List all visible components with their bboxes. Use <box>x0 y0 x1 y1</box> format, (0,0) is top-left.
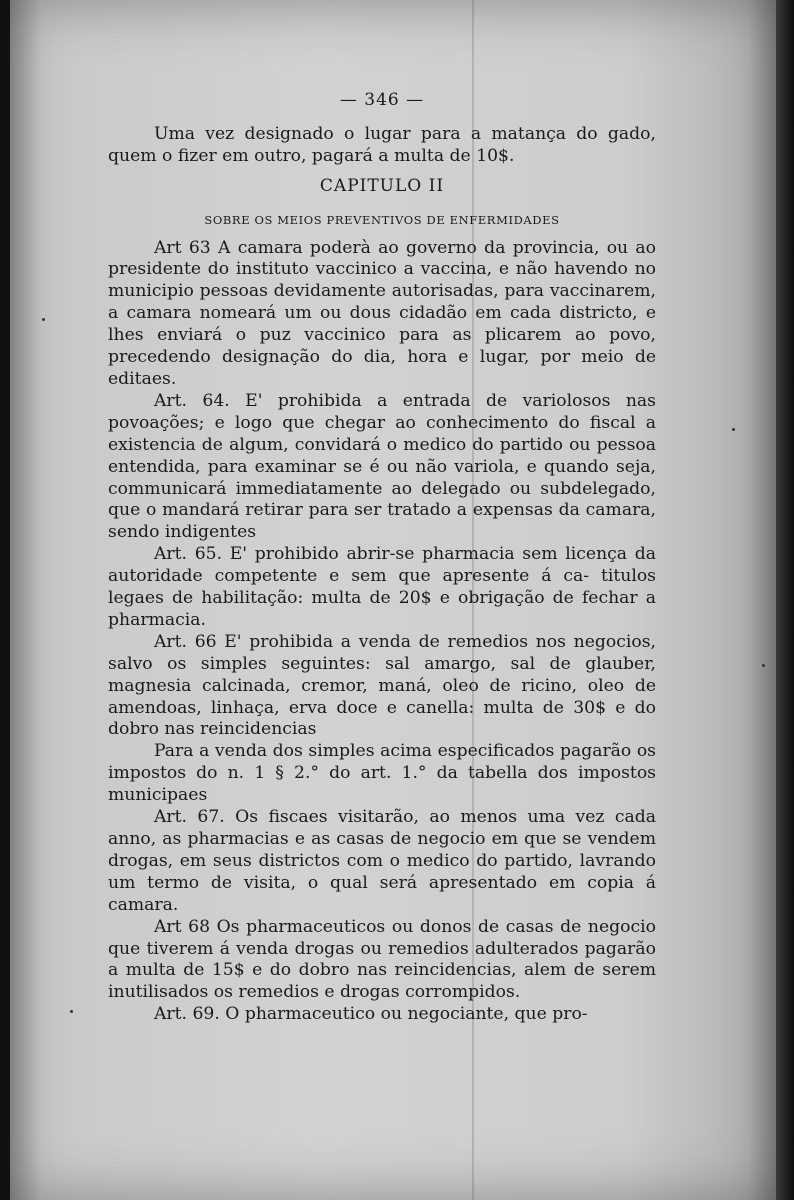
book-edge <box>776 0 794 1200</box>
article-65: Art. 65. E' prohibido abrir-se pharmacia sem licença da autoridade competente e sem que apresente á ca- titulos legaes de habilitação: multa de 20$ e obrigação de fechar a pharmacia. <box>108 544 656 630</box>
article-68: Art 68 Os pharmaceuticos ou donos de casas de negocio que tiverem á venda drogas ou remedios adulterados pagarão a multa de 15$ e do dobro nas reincidencias, alem de serem inutilisados os remedios e drogas corrompidos. <box>108 916 656 1003</box>
speck <box>732 428 735 431</box>
article-67: Art. 67. Os fiscaes visitarão, ao menos uma vez cada anno, as pharmacias e as casas de negocio em que se vendem drogas, em seus districtos com o medico do partido, lavrando um termo de visita, o qual será apresentado em copia á camara. <box>108 807 656 915</box>
page-number: — 346 — <box>339 90 425 110</box>
paper-sheet <box>10 0 778 1200</box>
opening-paragraph: Uma vez designado o lugar para a matança do gado, quem o fizer em outro, pagará a multa de 10$. <box>108 123 656 166</box>
article-66-paragraph: Para a venda dos simples acima especificados pagarão os impostos do n. 1 § 2.° do art. 1.° da tabella dos impostos municipaes <box>108 741 656 806</box>
section-heading: SOBRE OS MEIOS PREVENTIVOS DE ENFERMIDADES <box>204 212 560 227</box>
page-text-block <box>108 90 656 1026</box>
article-69: Art. 69. O pharmaceutico ou negociante, que pro- <box>154 1004 588 1025</box>
article-64: Art. 64. E' prohibida a entrada de variolosos nas povoações; e logo que chegar ao conhecimento do fiscal a existencia de algum, convidará o medico do partido ou pessoa entendida, para examinar se é ou não variola, e quando seja, communicará immediatamente ao delegado ou subdelegado, que o mandará retirar para ser tratado a expensas da camara, sendo indigentes <box>108 390 656 543</box>
speck <box>70 1010 73 1013</box>
article-66: Art. 66 E' prohibida a venda de remedios nos negocios, salvo os simples seguintes: sal amargo, sal de glauber, magnesia calcinada, cremor, maná, oleo de ricino, oleo de amendoas, linhaça, erva doce e canella: multa de 30$ e do dobro nas reincidencias <box>108 631 656 740</box>
speck <box>42 318 45 321</box>
article-63: Art 63 A camara poderà ao governo da provincia, ou ao presidente do instituto vaccinico a vaccina, e não havendo no municipio pessoas devidamente autorisadas, para vaccinarem, a camara nomeará um ou dous cidadão em cada districto, e lhes enviará o puz vaccinico para as plicarem ao povo, precedendo designação do dia, hora e lugar, por meio de editaes. <box>108 237 656 389</box>
speck <box>762 664 765 667</box>
chapter-heading: CAPITULO II <box>319 175 445 196</box>
